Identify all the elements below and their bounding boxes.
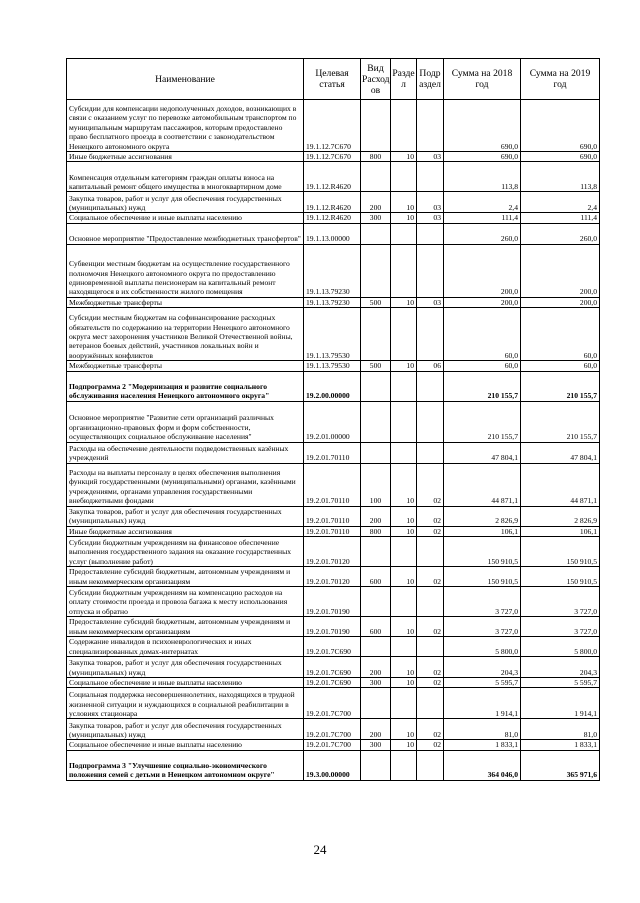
- row-subsection: 02: [417, 740, 444, 750]
- row-section: 10: [391, 617, 417, 637]
- row-sum-2019: 106,1: [521, 526, 600, 536]
- row-sum-2019: 111,4: [521, 213, 600, 223]
- row-subsection: [417, 244, 444, 297]
- page-number: 24: [313, 842, 327, 857]
- row-subsection: 02: [417, 463, 444, 506]
- row-section: [391, 750, 417, 780]
- row-section: 10: [391, 657, 417, 678]
- row-section: [391, 587, 417, 617]
- row-subsection: 06: [417, 361, 444, 371]
- row-kind: [361, 537, 391, 567]
- row-kind: [361, 308, 391, 361]
- table-row: [67, 587, 600, 617]
- row-sum-2018: 2 826,9: [444, 506, 521, 526]
- row-sum-2018: 3 727,0: [444, 587, 521, 617]
- table-row: [67, 719, 600, 740]
- row-subsection: [417, 162, 444, 192]
- row-target: 19.2.01.7С700: [304, 740, 361, 750]
- row-sum-2018: 210 155,7: [444, 401, 521, 442]
- row-sum-2019: 47 804,1: [521, 442, 600, 463]
- row-sum-2019: 210 155,7: [521, 401, 600, 442]
- row-sum-2019: 5 800,0: [521, 637, 600, 657]
- row-kind: 500: [361, 361, 391, 371]
- row-sum-2018: 81,0: [444, 719, 521, 740]
- row-kind: 800: [361, 152, 391, 162]
- row-kind: 300: [361, 213, 391, 223]
- row-section: 10: [391, 213, 417, 223]
- row-kind: 300: [361, 678, 391, 688]
- row-sum-2018: 210 155,7: [444, 371, 521, 401]
- row-section: [391, 442, 417, 463]
- row-sum-2018: 44 871,1: [444, 463, 521, 506]
- table-row: [67, 308, 600, 361]
- row-kind: 800: [361, 526, 391, 536]
- row-subsection: 02: [417, 657, 444, 678]
- row-kind: [361, 587, 391, 617]
- row-name: Субсидии для компенсации недополученных доходов, возникающих в связи с оказанием услуг по перевозке автомобильным транспортом по муниципальным маршрутам пассажиров, которым предоставлено право бесплатного проезда в соответствии с законодательством Ненецкого автономного округа: [67, 100, 304, 152]
- row-kind: [361, 688, 391, 719]
- row-sum-2019: 2 826,9: [521, 506, 600, 526]
- row-target: 19.1.13.00000: [304, 223, 361, 244]
- row-target: 19.1.12.R4620: [304, 213, 361, 223]
- row-sum-2019: 150 910,5: [521, 537, 600, 567]
- row-kind: 200: [361, 506, 391, 526]
- row-subsection: [417, 537, 444, 567]
- table-row: [67, 463, 600, 506]
- table-row: [67, 297, 600, 307]
- row-name: Основное мероприятие "Развитие сети организаций различных организационно-правовых форм и форм собственности, осуществляющих социальное обслуживание населения": [67, 401, 304, 442]
- row-subsection: [417, 750, 444, 780]
- row-target: 19.2.01.00000: [304, 401, 361, 442]
- row-sum-2019: 44 871,1: [521, 463, 600, 506]
- row-subsection: [417, 688, 444, 719]
- row-subsection: [417, 223, 444, 244]
- row-name: Подпрограмма 3 "Улучшение социально-экономического положения семей с детьми в Ненецком автономном округе": [67, 750, 304, 780]
- row-target: 19.1.12.7С670: [304, 152, 361, 162]
- row-section: 10: [391, 506, 417, 526]
- row-sum-2018: 200,0: [444, 297, 521, 307]
- row-section: [391, 244, 417, 297]
- row-target: 19.2.01.7С690: [304, 678, 361, 688]
- table-row: [67, 152, 600, 162]
- row-sum-2018: 111,4: [444, 213, 521, 223]
- row-sum-2019: 690,0: [521, 100, 600, 152]
- row-section: 10: [391, 526, 417, 536]
- row-kind: [361, 162, 391, 192]
- row-target: 19.1.13.79230: [304, 244, 361, 297]
- row-target: 19.2.00.00000: [304, 371, 361, 401]
- table-row: [67, 371, 600, 401]
- row-sum-2019: 81,0: [521, 719, 600, 740]
- row-sum-2019: 200,0: [521, 244, 600, 297]
- row-subsection: 03: [417, 297, 444, 307]
- row-kind: [361, 371, 391, 401]
- row-section: [391, 688, 417, 719]
- row-sum-2019: 204,3: [521, 657, 600, 678]
- row-subsection: [417, 637, 444, 657]
- row-sum-2018: 364 046,0: [444, 750, 521, 780]
- row-kind: 300: [361, 740, 391, 750]
- row-subsection: [417, 371, 444, 401]
- table-row: [67, 750, 600, 780]
- row-section: [391, 637, 417, 657]
- row-subsection: 02: [417, 719, 444, 740]
- row-sum-2019: 150 910,5: [521, 567, 600, 587]
- row-kind: [361, 442, 391, 463]
- row-name: Предоставление субсидий бюджетным, автономным учреждениям и иным некоммерческим организациям: [67, 617, 304, 637]
- row-name: Содержание инвалидов в психоневрологических и иных специализированных домах-интернатах: [67, 637, 304, 657]
- row-name: Субсидии местным бюджетам на софинансирование расходных обязательств по содержанию на территории Ненецкого автономного округа мест захоронения участников Великой Отечественной войны, ветеранов боевых действий, участников локальных войн и вооружённых конфликтов: [67, 308, 304, 361]
- row-subsection: 03: [417, 213, 444, 223]
- row-section: [391, 162, 417, 192]
- row-section: 10: [391, 740, 417, 750]
- row-target: 19.1.13.79530: [304, 308, 361, 361]
- row-kind: 200: [361, 657, 391, 678]
- row-sum-2019: 1 914,1: [521, 688, 600, 719]
- row-sum-2018: 690,0: [444, 100, 521, 152]
- row-name: Подпрограмма 2 "Модернизация и развитие социального обслуживания населения Ненецкого автономного округа": [67, 371, 304, 401]
- row-name: Субсидии бюджетным учреждениям на финансовое обеспечение выполнения государственного задания на оказание государственных услуг (выполнение работ): [67, 537, 304, 567]
- row-subsection: 02: [417, 506, 444, 526]
- row-sum-2019: 3 727,0: [521, 617, 600, 637]
- table-row: [67, 162, 600, 192]
- row-target: 19.2.01.70110: [304, 442, 361, 463]
- table-row: [67, 244, 600, 297]
- row-kind: 200: [361, 719, 391, 740]
- row-name: Субвенции местным бюджетам на осуществление государственного полномочия Ненецкого автономного округа по предоставлению единовременной выплаты пенсионерам на капитальный ремонт находящегося в их собственности жилого помещения: [67, 244, 304, 297]
- header-target: Целевая статья: [304, 59, 361, 100]
- row-sum-2018: 204,3: [444, 657, 521, 678]
- row-sum-2019: 5 595,7: [521, 678, 600, 688]
- row-target: 19.1.12.R4620: [304, 162, 361, 192]
- row-kind: [361, 100, 391, 152]
- row-name: Расходы на выплаты персоналу в целях обеспечения выполнения функций государственными (муниципальными) органами, казёнными учреждениями, органами управления государственными внебюджетными фондами: [67, 463, 304, 506]
- row-sum-2018: 113,8: [444, 162, 521, 192]
- header-sum-2018: Сумма на 2018 год: [444, 59, 521, 100]
- header-kind: Вид Расход ов: [361, 59, 391, 100]
- row-section: 10: [391, 463, 417, 506]
- row-kind: [361, 244, 391, 297]
- row-section: 10: [391, 678, 417, 688]
- header-section: Разде л: [391, 59, 417, 100]
- table-row: [67, 567, 600, 587]
- row-target: 19.1.12.R4620: [304, 192, 361, 213]
- row-kind: [361, 637, 391, 657]
- row-sum-2018: 106,1: [444, 526, 521, 536]
- row-sum-2018: 200,0: [444, 244, 521, 297]
- row-sum-2018: 690,0: [444, 152, 521, 162]
- row-target: 19.2.01.70190: [304, 617, 361, 637]
- row-sum-2019: 690,0: [521, 152, 600, 162]
- table-row: [67, 678, 600, 688]
- row-sum-2018: 1 914,1: [444, 688, 521, 719]
- row-subsection: [417, 308, 444, 361]
- row-section: 10: [391, 567, 417, 587]
- row-name: Субсидии бюджетным учреждениям на компенсацию расходов на оплату стоимости проезда и провоза багажа к месту использования отпуска и обратно: [67, 587, 304, 617]
- row-section: 10: [391, 297, 417, 307]
- row-name: Закупка товаров, работ и услуг для обеспечения государственных (муниципальных) нужд: [67, 719, 304, 740]
- table-body: [67, 100, 600, 781]
- row-subsection: 02: [417, 526, 444, 536]
- row-name: Социальное обеспечение и иные выплаты населению: [67, 740, 304, 750]
- row-section: [391, 100, 417, 152]
- row-name: Межбюджетные трансферты: [67, 361, 304, 371]
- row-subsection: 02: [417, 567, 444, 587]
- row-target: 19.2.01.70190: [304, 587, 361, 617]
- row-sum-2018: 47 804,1: [444, 442, 521, 463]
- row-kind: 500: [361, 297, 391, 307]
- row-sum-2019: 1 833,1: [521, 740, 600, 750]
- row-kind: [361, 223, 391, 244]
- row-subsection: 03: [417, 192, 444, 213]
- row-sum-2018: 1 833,1: [444, 740, 521, 750]
- table-row: [67, 637, 600, 657]
- row-name: Расходы на обеспечение деятельности подведомственных казённых учреждений: [67, 442, 304, 463]
- row-section: 10: [391, 719, 417, 740]
- row-sum-2019: 2,4: [521, 192, 600, 213]
- row-target: 19.2.01.7С690: [304, 637, 361, 657]
- row-sum-2019: 113,8: [521, 162, 600, 192]
- row-section: [391, 537, 417, 567]
- row-target: 19.1.12.7С670: [304, 100, 361, 152]
- row-sum-2018: 5 800,0: [444, 637, 521, 657]
- row-subsection: [417, 442, 444, 463]
- row-name: Социальное обеспечение и иные выплаты населению: [67, 678, 304, 688]
- row-sum-2019: 210 155,7: [521, 371, 600, 401]
- table-row: [67, 617, 600, 637]
- row-sum-2019: 260,0: [521, 223, 600, 244]
- table-row: [67, 657, 600, 678]
- row-sum-2018: 60,0: [444, 308, 521, 361]
- row-subsection: [417, 401, 444, 442]
- budget-table: [66, 58, 600, 781]
- table-row: [67, 100, 600, 152]
- row-subsection: 03: [417, 152, 444, 162]
- row-sum-2019: 60,0: [521, 361, 600, 371]
- row-target: 19.2.01.70110: [304, 463, 361, 506]
- table-row: [67, 526, 600, 536]
- table-row: [67, 537, 600, 567]
- row-kind: [361, 401, 391, 442]
- row-sum-2019: 365 971,6: [521, 750, 600, 780]
- row-sum-2019: 200,0: [521, 297, 600, 307]
- row-name: Закупка товаров, работ и услуг для обеспечения государственных (муниципальных) нужд: [67, 506, 304, 526]
- row-name: Социальная поддержка несовершеннолетних, находящихся в трудной жизненной ситуации и нуждающихся в социальной реабилитации в условиях стационара: [67, 688, 304, 719]
- row-sum-2018: 5 595,7: [444, 678, 521, 688]
- table-row: [67, 401, 600, 442]
- row-name: Иные бюджетные ассигнования: [67, 152, 304, 162]
- row-name: Компенсация отдельным категориям граждан оплаты взноса на капитальный ремонт общего имущества в многоквартирном доме: [67, 162, 304, 192]
- row-sum-2018: 60,0: [444, 361, 521, 371]
- row-section: 10: [391, 361, 417, 371]
- row-sum-2018: 260,0: [444, 223, 521, 244]
- row-target: 19.2.01.70110: [304, 526, 361, 536]
- row-subsection: 02: [417, 678, 444, 688]
- row-target: 19.2.01.7С700: [304, 719, 361, 740]
- row-name: Основное мероприятие "Предоставление межбюджетных трансфертов": [67, 223, 304, 244]
- row-section: 10: [391, 152, 417, 162]
- row-subsection: [417, 100, 444, 152]
- row-subsection: [417, 587, 444, 617]
- row-name: Иные бюджетные ассигнования: [67, 526, 304, 536]
- table-row: [67, 223, 600, 244]
- row-kind: [361, 750, 391, 780]
- table-row: [67, 213, 600, 223]
- row-sum-2018: 150 910,5: [444, 567, 521, 587]
- table-row: [67, 506, 600, 526]
- row-target: 19.2.01.70110: [304, 506, 361, 526]
- row-name: Социальное обеспечение и иные выплаты населению: [67, 213, 304, 223]
- row-target: 19.1.13.79530: [304, 361, 361, 371]
- table-header-row: [67, 59, 600, 100]
- table-row: [67, 192, 600, 213]
- row-section: 10: [391, 192, 417, 213]
- table-row: [67, 361, 600, 371]
- row-sum-2018: 3 727,0: [444, 617, 521, 637]
- row-target: 19.2.01.7С690: [304, 657, 361, 678]
- row-target: 19.2.01.70120: [304, 537, 361, 567]
- row-subsection: 02: [417, 617, 444, 637]
- header-subsection: Подр аздел: [417, 59, 444, 100]
- row-sum-2018: 150 910,5: [444, 537, 521, 567]
- row-kind: 600: [361, 567, 391, 587]
- row-section: [391, 371, 417, 401]
- row-kind: 600: [361, 617, 391, 637]
- row-kind: 100: [361, 463, 391, 506]
- table-row: [67, 740, 600, 750]
- table-row: [67, 688, 600, 719]
- row-kind: 200: [361, 192, 391, 213]
- row-section: [391, 401, 417, 442]
- row-target: 19.2.01.7С700: [304, 688, 361, 719]
- row-name: Предоставление субсидий бюджетным, автономным учреждениям и иным некоммерческим организациям: [67, 567, 304, 587]
- row-section: [391, 223, 417, 244]
- row-sum-2019: 3 727,0: [521, 587, 600, 617]
- row-sum-2019: 60,0: [521, 308, 600, 361]
- row-name: Межбюджетные трансферты: [67, 297, 304, 307]
- table-row: [67, 442, 600, 463]
- header-name: Наименование: [67, 59, 304, 100]
- row-target: 19.3.00.00000: [304, 750, 361, 780]
- row-target: 19.1.13.79230: [304, 297, 361, 307]
- row-name: Закупка товаров, работ и услуг для обеспечения государственных (муниципальных) нужд: [67, 657, 304, 678]
- row-sum-2018: 2,4: [444, 192, 521, 213]
- row-target: 19.2.01.70120: [304, 567, 361, 587]
- header-sum-2019: Сумма на 2019 год: [521, 59, 600, 100]
- row-section: [391, 308, 417, 361]
- row-name: Закупка товаров, работ и услуг для обеспечения государственных (муниципальных) нужд: [67, 192, 304, 213]
